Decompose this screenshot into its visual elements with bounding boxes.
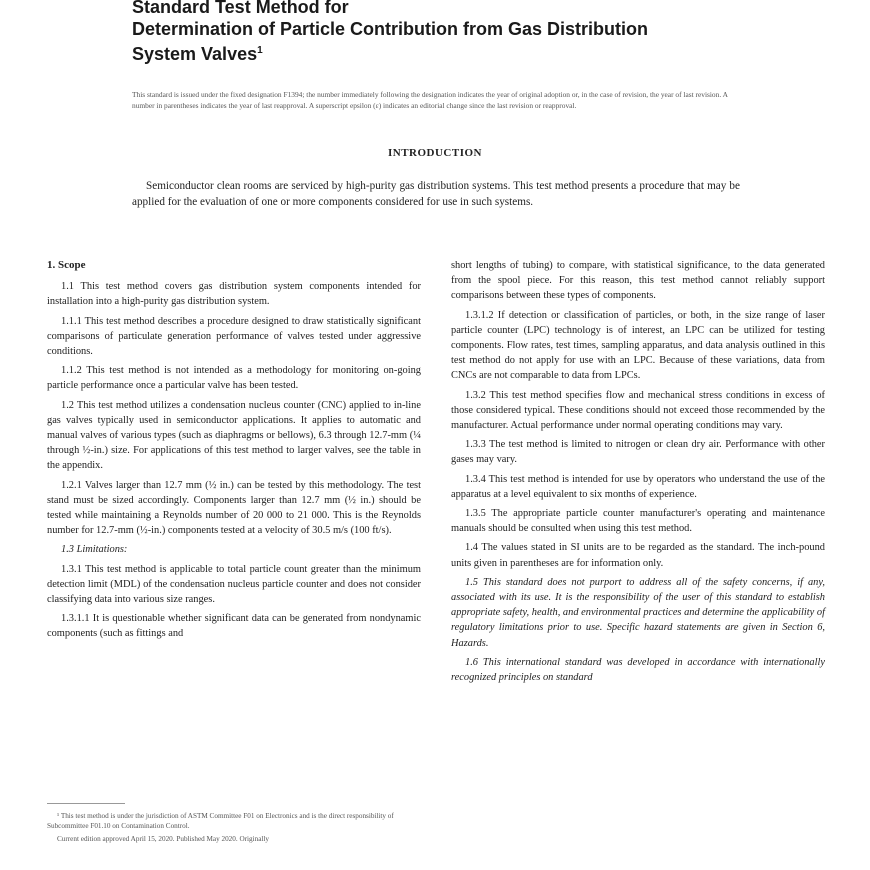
title-footnote-mark: 1 [257,45,263,56]
paragraph-1-3-limitations: 1.3 Limitations: [61,544,128,556]
designation-notice: This standard is issued under the fixed designation F1394; the number immediately following the designation indicates the year of original adoption or, in the case of revision, the year of last revision. A number in parentheses indicates the year of last reapproval. A superscript epsilon (ε) indicates an editorial change since the last revision or reapproval. [132,90,728,110]
section-heading-scope: 1. Scope [47,259,86,271]
paragraph-1-6: 1.6 This international standard was developed in accordance with internationally recognized principles on standard [451,656,825,684]
paragraph-1-1-2: 1.1.2 This test method is not intended as a methodology for monitoring on-going particle performance once a particular valve has been tested. [47,365,421,392]
paragraph-1-1-1: 1.1.1 This test method describes a procedure designed to draw statistically significant comparisons of particulate generation performance of valves tested under aggressive conditions. [47,315,421,358]
left-column [47,258,421,646]
paragraph-1-3-1-1: 1.3.1.1 It is questionable whether significant data can be generated from nondynamic components (such as fittings and [47,613,421,640]
paragraph-1-2-1: 1.2.1 Valves larger than 12.7 mm (½ in.) can be tested by this methodology. The test stand must be sized accordingly. Components larger than 12.7 mm (½ in.) should be tested while maintaining a Reynolds number of 20 000 to 21 000. This is the Reynolds number for 12.7-mm (½-in.) components tested at a velocity of 30.5 m/s (100 ft/s). [47,479,421,537]
paragraph-1-3-5: 1.3.5 The appropriate particle counter manufacturer's operating and maintenance manuals should be consulted when using this test method. [451,508,825,535]
footnotes [47,811,421,847]
introduction-body: Semiconductor clean rooms are serviced by high-purity gas distribution systems. This test method presents a procedure that may be applied for the evaluation of one or more components considered for use in such systems. [132,180,740,208]
paragraph-1-3-1: 1.3.1 This test method is applicable to total particle count greater than the minimum detection limit (MDL) of the condensation nucleus particle counter and does not consider classifying data into various size ranges. [47,563,421,606]
title-line-3 [132,40,772,65]
paragraph-1-4: 1.4 The values stated in SI units are to be regarded as the standard. The inch-pound units given in parentheses are for information only. [451,542,825,569]
document-title [132,0,772,65]
paragraph-1-3-2: 1.3.2 This test method specifies flow and mechanical stress conditions in excess of those considered typical. These conditions should not exceed those recommended by the manufacturer. Actual performance under normal operating conditions may vary. [451,389,825,432]
title-line-1: Standard Test Method for [132,0,349,17]
introduction-heading: INTRODUCTION [387,147,482,159]
paragraph-continued: short lengths of tubing) to compare, with statistical significance, to the data generated from the spool piece. For this reason, this test method cannot reliably support comparisons between these types of components. [451,260,825,302]
right-column [451,258,825,689]
paragraph-1-3-3: 1.3.3 The test method is limited to nitrogen or clean dry air. Performance with other gases may vary. [451,439,825,466]
paragraph-1-3-4: 1.3.4 This test method is intended for use by operators who understand the use of the apparatus at a level equivalent to six months of experience. [451,473,825,500]
title-line-3-text: System Valves [132,44,258,64]
footnote-1: ¹ This test method is under the jurisdiction of ASTM Committee F01 on Electronics and is the direct responsibility of Subcommittee F01.10 on Contamination Control. [47,812,394,830]
paragraph-1-2: 1.2 This test method utilizes a condensation nucleus counter (CNC) applied to in-line gas valves typically used in semiconductor applications. It applies to automatic and manual valves of various types (such as diaphragms or bellows), 6.3 through 12.7-mm (¼ through ½-in.) size. For applications of this test method to larger valves, see the table in the appendix. [47,399,421,472]
footnote-2: Current edition approved April 15, 2020. Published May 2020. Originally [57,835,270,843]
footnote-divider [47,803,125,804]
title-line-2: Determination of Particle Contribution from Gas Distribution [132,19,649,39]
paragraph-1-5: 1.5 This standard does not purport to address all of the safety concerns, if any, associated with its use. It is the responsibility of the user of this standard to establish appropriate safety, health, and environmental practices and determine the applicability of regulatory limitations prior to use. Specific hazard statements are given in Section 6, Hazards. [451,576,825,649]
paragraph-1-1: 1.1 This test method covers gas distribution system components intended for installation into a high-purity gas distribution system. [47,281,421,308]
paragraph-1-3-1-2: 1.3.1.2 If detection or classification of particles, or both, in the size range of laser particle counter (LPC) technology is of interest, an LPC can be utilized for testing components. Flow rates, test times, sampling apparatus, and data analysis outlined in this test method do not apply for use with an LPC. Because of these variations, data from CNCs are not comparable to data from LPCs. [451,309,825,382]
